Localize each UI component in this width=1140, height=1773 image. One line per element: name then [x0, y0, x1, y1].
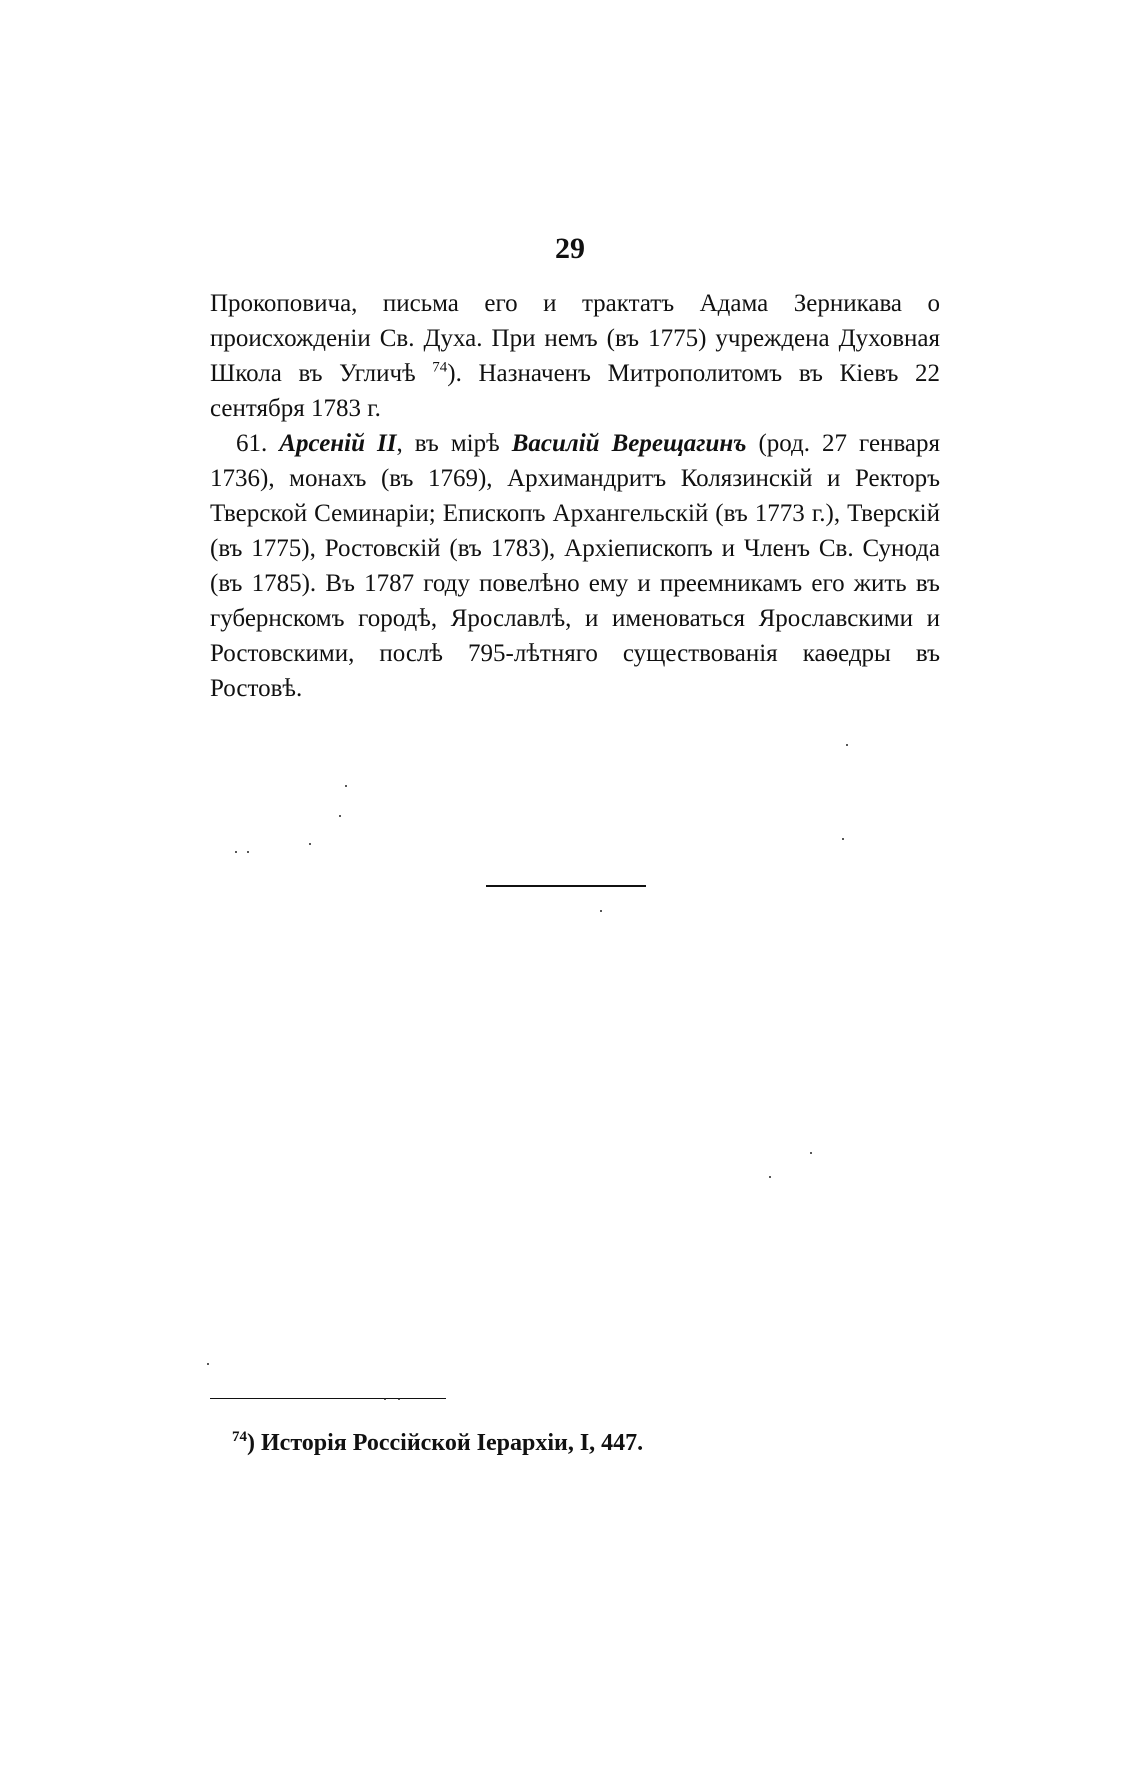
- footnote-divider: [210, 1398, 446, 1399]
- scan-speck: [339, 815, 341, 817]
- paragraph-text: Прокоповича, письма его и трактатъ Адама Зерникава о происхожденіи Св. Духа. При немъ (въ 1775) учреждена Духовная Школа въ Угличѣ: [210, 290, 940, 387]
- scan-speck: [247, 851, 249, 853]
- entry-name: Арсеній II: [279, 430, 397, 457]
- page-number: 29: [555, 232, 585, 265]
- scan-speck: [207, 1363, 209, 1365]
- scan-speck: [384, 1398, 386, 1400]
- entry-number: 61.: [236, 430, 268, 457]
- scan-speck: [842, 838, 844, 840]
- scan-speck: [345, 785, 347, 787]
- entry-lay-name: Василій Верещагинъ: [511, 430, 747, 457]
- paragraph-continued: [210, 286, 940, 426]
- paragraph-entry-61: [210, 426, 940, 706]
- section-divider: [486, 885, 646, 887]
- entry-text-1: , въ мірѣ: [396, 430, 512, 457]
- scan-speck: [309, 843, 311, 845]
- footnote: [232, 1430, 932, 1457]
- scan-speck: [846, 744, 848, 746]
- scan-speck: [810, 1152, 812, 1154]
- scan-speck: [398, 1398, 400, 1400]
- footnote-marker: 74: [232, 1429, 247, 1445]
- paragraph-text-after-ref: ). Назначенъ Митрополитомъ въ Кіевъ 22 сентября 1783 г.: [210, 360, 940, 422]
- main-text: [210, 286, 940, 706]
- footnote-text: ) Исторія Россійской Іерархіи, I, 447.: [247, 1430, 644, 1456]
- scan-speck: [769, 1176, 771, 1178]
- entry-text-2: (род. 27 генваря 1736), монахъ (въ 1769), Архимандритъ Колязинскій и Ректоръ Тверской Семинаріи; Епископъ Архангельскій (въ 1773 г.), Тверскій (въ 1775), Ростовскій (въ 1783), Архіепископъ и Членъ Св. Сунода (въ 1785). Въ 1787 году повелѣно ему и преемникамъ его жить въ губернскомъ городѣ, Ярославлѣ, и именоваться Ярославскими и Ростовскими, послѣ 795-лѣтняго существованія каѳедры въ Ростовѣ.: [210, 430, 941, 702]
- footnote-reference: 74: [432, 359, 448, 376]
- scan-speck: [235, 851, 237, 853]
- scan-speck: [600, 910, 602, 912]
